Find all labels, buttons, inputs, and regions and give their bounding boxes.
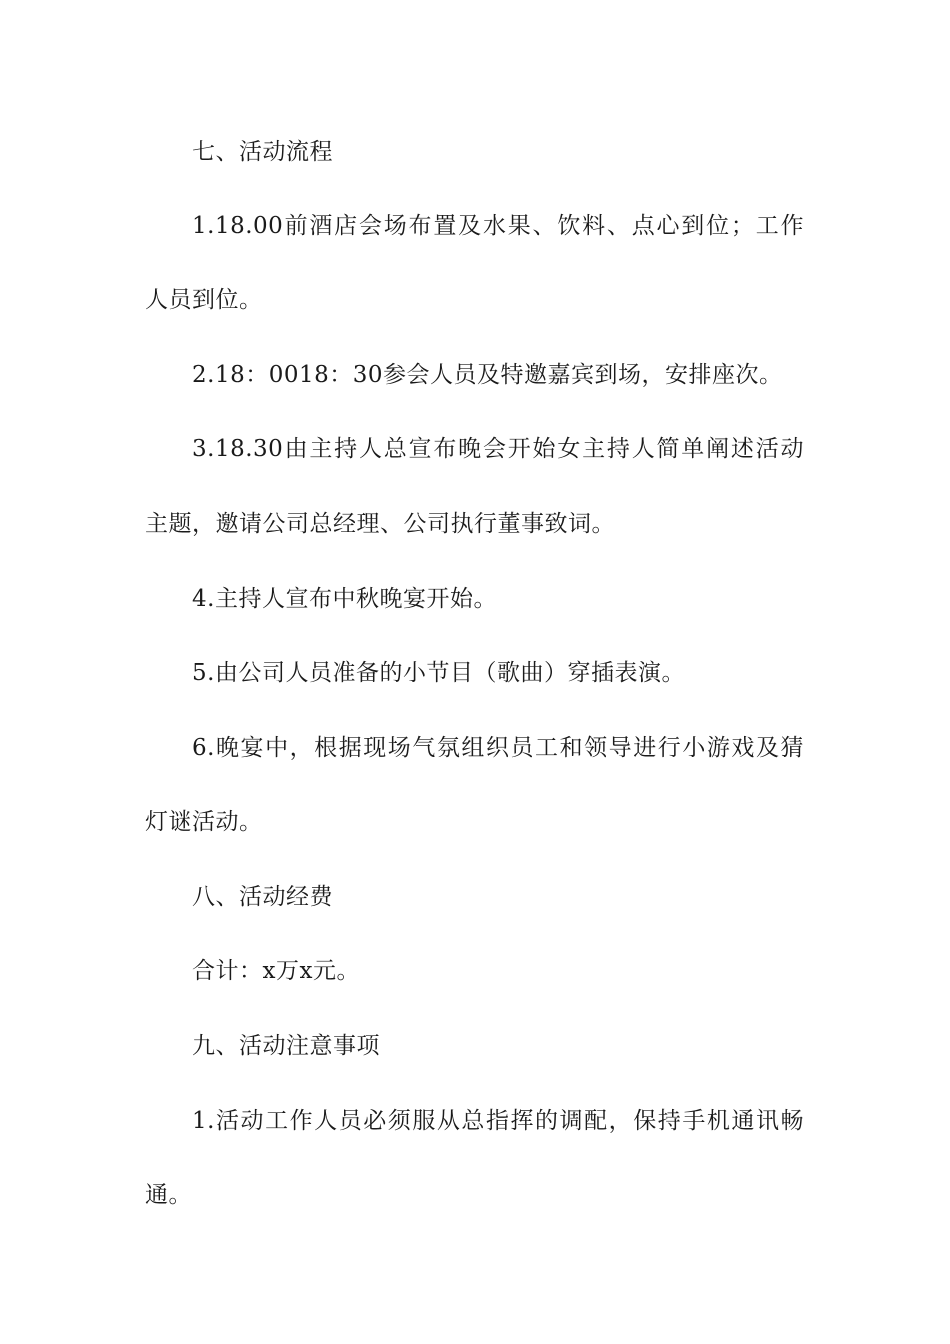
section-heading-activity-flow: 七、活动流程 xyxy=(192,139,333,165)
paragraph-line: 主题，邀请公司总经理、公司执行董事致词。 xyxy=(145,511,615,537)
paragraph-line: 2.18：0018：30参会人员及特邀嘉宾到场，安排座次。 xyxy=(192,362,783,388)
section-heading-activity-budget: 八、活动经费 xyxy=(192,884,333,910)
paragraph-line: 3.18.30由主持人总宣布晚会开始女主持人简单阐述活动 xyxy=(192,436,804,462)
paragraph-line: 通。 xyxy=(145,1182,192,1208)
paragraph-line: 5.由公司人员准备的小节目（歌曲）穿插表演。 xyxy=(192,660,685,686)
paragraph-line: 人员到位。 xyxy=(145,287,263,313)
paragraph-line: 1.18.00前酒店会场布置及水果、饮料、点心到位；工作 xyxy=(192,213,804,239)
paragraph-line: 合计：x万x元。 xyxy=(192,958,360,984)
paragraph-line: 灯谜活动。 xyxy=(145,809,263,835)
paragraph-line: 6.晚宴中，根据现场气氛组织员工和领导进行小游戏及猜 xyxy=(192,735,804,761)
paragraph-line: 4.主持人宣布中秋晚宴开始。 xyxy=(192,586,497,612)
paragraph-line: 1.活动工作人员必须服从总指挥的调配，保持手机通讯畅 xyxy=(192,1108,804,1134)
section-heading-precautions: 九、活动注意事项 xyxy=(192,1033,380,1059)
